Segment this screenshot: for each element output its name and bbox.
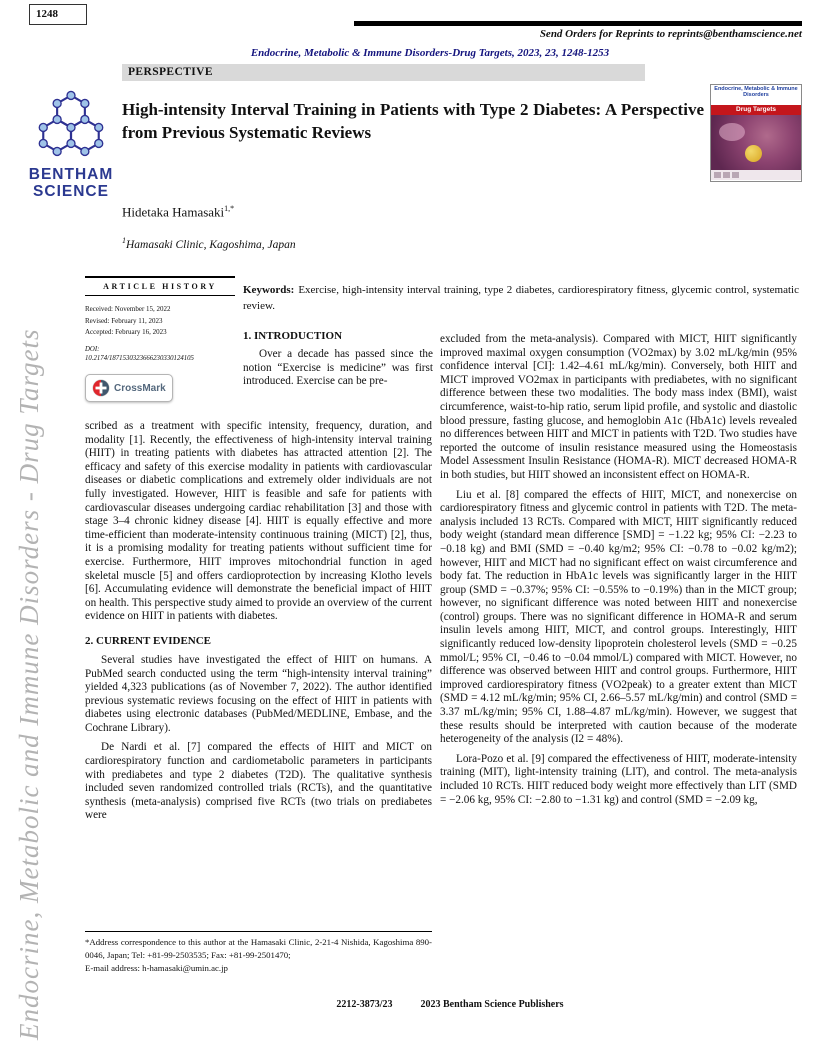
left-column bbox=[85, 420, 432, 823]
intro-paragraph-continued: scribed as a treatment with specific intensity, frequency, duration, and modality [1]. Recently, the effectiveness of high-intensity interval training (HIIT) in treating patients with diabetes has attracted attention [2]. The efficacy and safety of this exercise modality in patients with cardiovascular diseases or diabetic complications and extremely older individuals are not fully investigated. However, HIIT is feasible and safe for patients with cardiovascular diseases undergoing cardiac rehabilitation [3] and those with stage 3–4 chronic kidney disease [4]. HIIT is equally effective and more time-efficient than moderate-intensity continuous training (MICT) [2], thus, it is a promising modality for treating patients without sufficient time for exercise. Furthermore, HIIT improves mitochondrial function in aged skeletal muscle [5] and offers cardioprotection by increasing Klotho levels [6]. Accumulating evidence will demonstrate the beneficial impact of HIIT on health. This perspective study aimed to provide an overview of the current evidence on HIIT in patients with diabetes. bbox=[85, 420, 432, 623]
affiliation-line bbox=[122, 236, 296, 251]
article-type-label bbox=[122, 64, 645, 81]
footer-issn: 2212-3873/23 bbox=[336, 999, 393, 1010]
keywords-label: Keywords: bbox=[243, 284, 295, 296]
page-number: 1248 bbox=[36, 8, 58, 20]
section-heading-current-evidence: 2. CURRENT EVIDENCE bbox=[85, 634, 212, 647]
crossmark-label: CrossMark bbox=[114, 382, 166, 394]
article-history-heading: ARTICLE HISTORY bbox=[85, 276, 235, 296]
footer-publisher: 2023 Bentham Science Publishers bbox=[420, 999, 564, 1010]
author-line bbox=[122, 204, 234, 220]
affiliation-superscript: 1 bbox=[122, 236, 126, 245]
right-paragraph-3: Lora-Pozo et al. [9] compared the effectiveness of HIIT, moderate-intensity training (MIT), light-intensity training (LIT), and control. The meta-analysis included 10 RCTs. HIIT reduced body weight more effectively than LIT (SMD = −2.06 kg, 95% CI: −2.80 to −1.31 kg) and control (SMD = −2.09 kg, bbox=[440, 752, 797, 806]
crossmark-icon bbox=[92, 379, 110, 397]
journal-citation: Endocrine, Metabolic & Immune Disorders-Drug Targets, 2023, 23, 1248-1253 bbox=[250, 47, 610, 59]
bentham-hexagon-icon bbox=[31, 84, 111, 162]
right-column bbox=[440, 333, 797, 807]
history-accepted: Accepted: February 16, 2023 bbox=[85, 328, 167, 337]
journal-cover-thumbnail bbox=[710, 84, 802, 182]
publisher-name-line2: SCIENCE bbox=[33, 182, 109, 200]
history-received: Received: November 15, 2022 bbox=[85, 305, 171, 313]
article-type-text: PERSPECTIVE bbox=[128, 66, 213, 78]
right-paragraph-2: Liu et al. [8] compared the effects of HIIT, MICT, and nonexercise on cardiorespiratory fitness and glycemic control in patients with T2D. The meta-analysis included 13 RCTs. Compared with MICT, HIIT significantly reduced body weight (standard mean difference [SMD] = −1.22 kg; 95% CI: −2.23 to −0.18 kg) and BMI (SMD = −0.40 kg/m2; 95% CI: −0.78 to −0.02 kg/m2); however, HIIT and MICT had no significant effect on waist circumference and body fat. The reduction in HbA1c levels was significantly larger in the HIIT group (SMD = −0.37%; 95% CI: −0.55% to −0.19%) than in the MICT group; however, no significant difference was noted between HIIT and nonexercise (control) groups. There was no significant difference in HOMA-R and serum insulin levels among HIIT, MICT, and control groups. Interestingly, HIIT significantly reduced low-density lipoprotein cholesterol levels (SMD = −0.25 mmol/L; 95% CI, −0.46 to −0.04 mmol/L) compared with MICT. However, no difference was observed between HIIT and control groups. Furthermore, HIIT improved cardiorespiratory fitness (VO2peak) to a greater extent than MICT (SMD = 4.12 mL/kg/min; 95% CI, 2.66–5.57 mL/kg/min) and control (SMD = 3.37 mL/kg/min; 95% CI, 1.88–4.87 mL/kg/min). However, we suggest that these results should be interpreted with caution because of the moderate heterogeneity of the analysis (I2 = 48%). bbox=[440, 488, 797, 746]
affiliation-text: Hamasaki Clinic, Kagoshima, Japan bbox=[126, 238, 296, 251]
section-heading-introduction: 1. INTRODUCTION bbox=[243, 330, 343, 342]
crossmark-badge[interactable] bbox=[85, 374, 173, 402]
cover-cell-blob bbox=[719, 123, 745, 141]
bentham-logo bbox=[22, 84, 120, 200]
doi-value[interactable]: 10.2174/1871530323666230330124105 bbox=[85, 355, 194, 363]
footnote-text: *Address correspondence to this author at the Hamasaki Clinic, 2-21-4 Nishida, Kagoshima 890-0046, Japan; Tel: +81-99-2503535; Fax: +81-99-2501470; bbox=[85, 937, 432, 961]
cover-artwork bbox=[711, 115, 801, 170]
evidence-paragraph-1: Several studies have investigated the effect of HIIT on humans. A PubMed search conducted using the term “high-intensity interval training” yielded 4,323 publications (as of November 7, 2022). The author identified previous systematic reviews focusing on the effect of HIIT in patients with diabetes using electronic databases (PubMed/MEDLINE, Embase, and the Cochrane Library). bbox=[85, 653, 432, 734]
right-paragraph-1: excluded from the meta-analysis). Compared with MICT, HIIT significantly improved maximal oxygen consumption (VO2max) by 3.02 mL/kg/min (95% confidence interval [CI]: 1.42–4.61 mL/kg/min). Conversely, both HIIT and MICT improved VO2max in participants with prediabetes, with no significant difference between these two modalities. The body mass index (BMI), waist circumference, waist-to-hip ratio, serum lipid profile, and systolic and diastolic blood pressure, fasting glucose, and hemoglobin A1c (HbA1c) levels revealed no differences between HIIT and MICT in patients with T2D. Two studies have reported the outcome of insulin resistance measured using the Homeostasis Model Assessment Insulin Resistance (HOMA-R). MICT decreased HOMA-R in both studies, but HIIT showed an inconsistent effect on HOMA-R. bbox=[440, 333, 797, 481]
page-number-box bbox=[29, 4, 87, 25]
cover-yellow-sphere bbox=[745, 145, 762, 162]
cover-title: Endocrine, Metabolic & Immune Disorders bbox=[711, 85, 801, 105]
article-history-box bbox=[85, 276, 235, 402]
intro-paragraph-start: Over a decade has passed since the notion “Exercise is medicine” was first introduced. Exercise can be pre- bbox=[243, 348, 433, 388]
header-rule bbox=[354, 21, 802, 26]
cover-subtitle: Drug Targets bbox=[711, 105, 801, 115]
cover-footer-logos bbox=[711, 170, 801, 180]
doi-label: DOI: bbox=[85, 345, 100, 353]
author-superscript: 1,* bbox=[224, 204, 235, 213]
keywords-paragraph bbox=[243, 283, 799, 314]
correspondence-footnote bbox=[85, 931, 432, 976]
sidebar-journal-title: Endocrine, Metabolic and Immune Disorders - Drug Targets bbox=[14, 328, 44, 1040]
history-revised: Revised: February 11, 2023 bbox=[85, 316, 163, 325]
author-name: Hidetaka Hamasaki bbox=[122, 204, 225, 220]
evidence-paragraph-2: De Nardi et al. [7] compared the effects of HIIT and MICT on cardiorespiratory function and cardiometabolic parameters in participants with prediabetes and type 2 diabetes (T2D). The qualitative synthesis included seven randomized controlled trials (RCTs), and the quantitative synthesis (meta-analysis) comprised five RCTs (two trials on prediabetes were bbox=[85, 741, 432, 822]
reprint-notice[interactable]: Send Orders for Reprints to reprints@benthamscience.net bbox=[539, 28, 802, 40]
article-title: High-intensity Interval Training in Patients with Type 2 Diabetes: A Perspective from Previous Systematic Reviews bbox=[122, 100, 704, 143]
keywords-text: Exercise, high-intensity interval training, type 2 diabetes, cardiorespiratory fitness, glycemic control, systematic review. bbox=[243, 284, 799, 312]
page-footer bbox=[90, 999, 810, 1010]
footnote-email-label: E-mail address: bbox=[85, 963, 143, 974]
footnote-email[interactable]: h-hamasaki@umin.ac.jp bbox=[142, 963, 228, 974]
publisher-name-line1: BENTHAM bbox=[28, 166, 114, 183]
